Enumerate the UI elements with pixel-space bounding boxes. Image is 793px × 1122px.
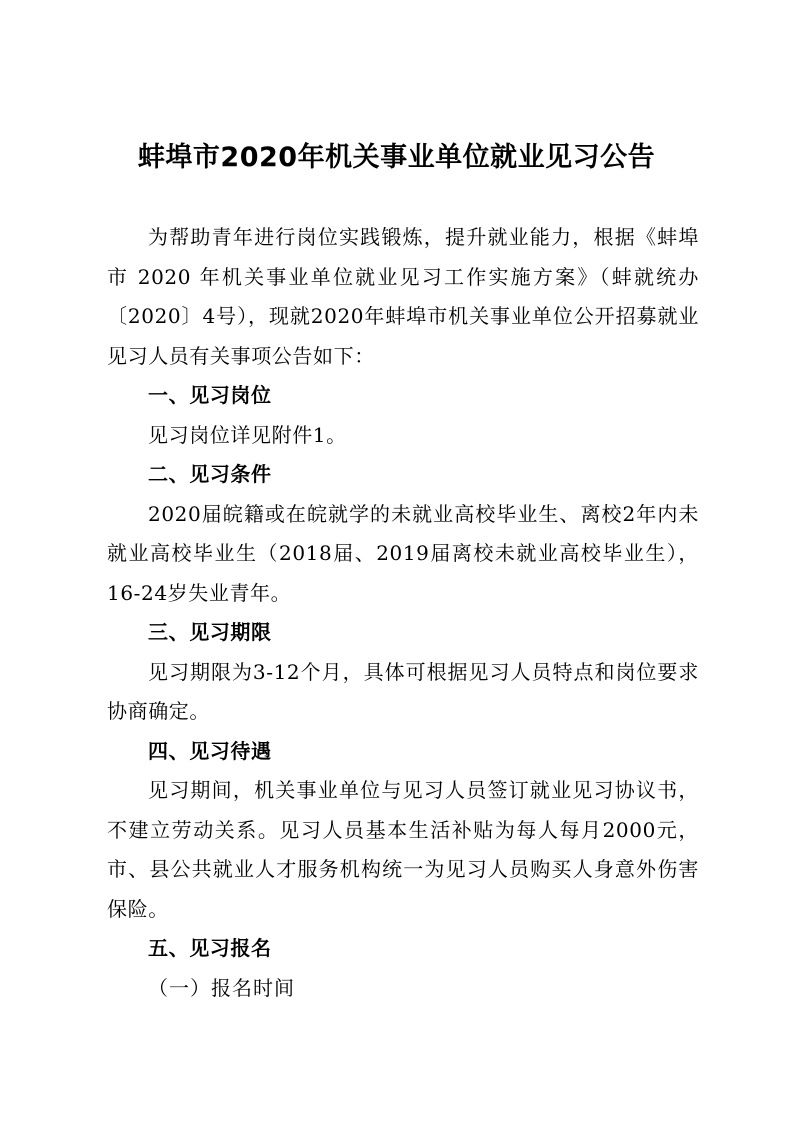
document-body bbox=[107, 218, 699, 1008]
section-heading: 三、见习期限 bbox=[148, 620, 272, 644]
section-subheading: （一）报名时间 bbox=[148, 975, 295, 1000]
section-period bbox=[107, 613, 699, 732]
section-heading: 一、见习岗位 bbox=[148, 383, 272, 407]
section-heading: 四、见习待遇 bbox=[148, 738, 272, 763]
section-benefits bbox=[107, 732, 699, 930]
section-paragraph: 2020届皖籍或在皖就学的未就业高校毕业生、离校2年内未就业高校毕业生（2018届、2019届离校未就业高校毕业生），16-24岁失业青年。 bbox=[107, 501, 699, 605]
section-positions bbox=[107, 376, 699, 455]
section-heading: 二、见习条件 bbox=[148, 462, 272, 486]
document-title: 蚌埠市2020年机关事业单位就业见习公告 bbox=[137, 142, 656, 173]
intro-paragraph: 为帮助青年进行岗位实践锻炼，提升就业能力，根据《蚌埠市 2020 年机关事业单位就业见习工作实施方案》（蚌就统办〔2020〕4号），现就2020年蚌埠市机关事业单位公开招募就业见习人员有关事项公告如下： bbox=[107, 225, 699, 368]
section-registration bbox=[107, 929, 699, 1008]
section-paragraph: 见习岗位详见附件1。 bbox=[148, 422, 347, 447]
section-heading: 五、见习报名 bbox=[148, 936, 272, 960]
section-paragraph: 见习期限为3-12个月，具体可根据见习人员特点和岗位要求协商确定。 bbox=[107, 659, 699, 723]
section-paragraph: 见习期间，机关事业单位与见习人员签订就业见习协议书，不建立劳动关系。见习人员基本生活补贴为每人每月2000元，市、县公共就业人才服务机构统一为见习人员购买人身意外伤害保险。 bbox=[107, 778, 699, 921]
section-conditions bbox=[107, 455, 699, 613]
